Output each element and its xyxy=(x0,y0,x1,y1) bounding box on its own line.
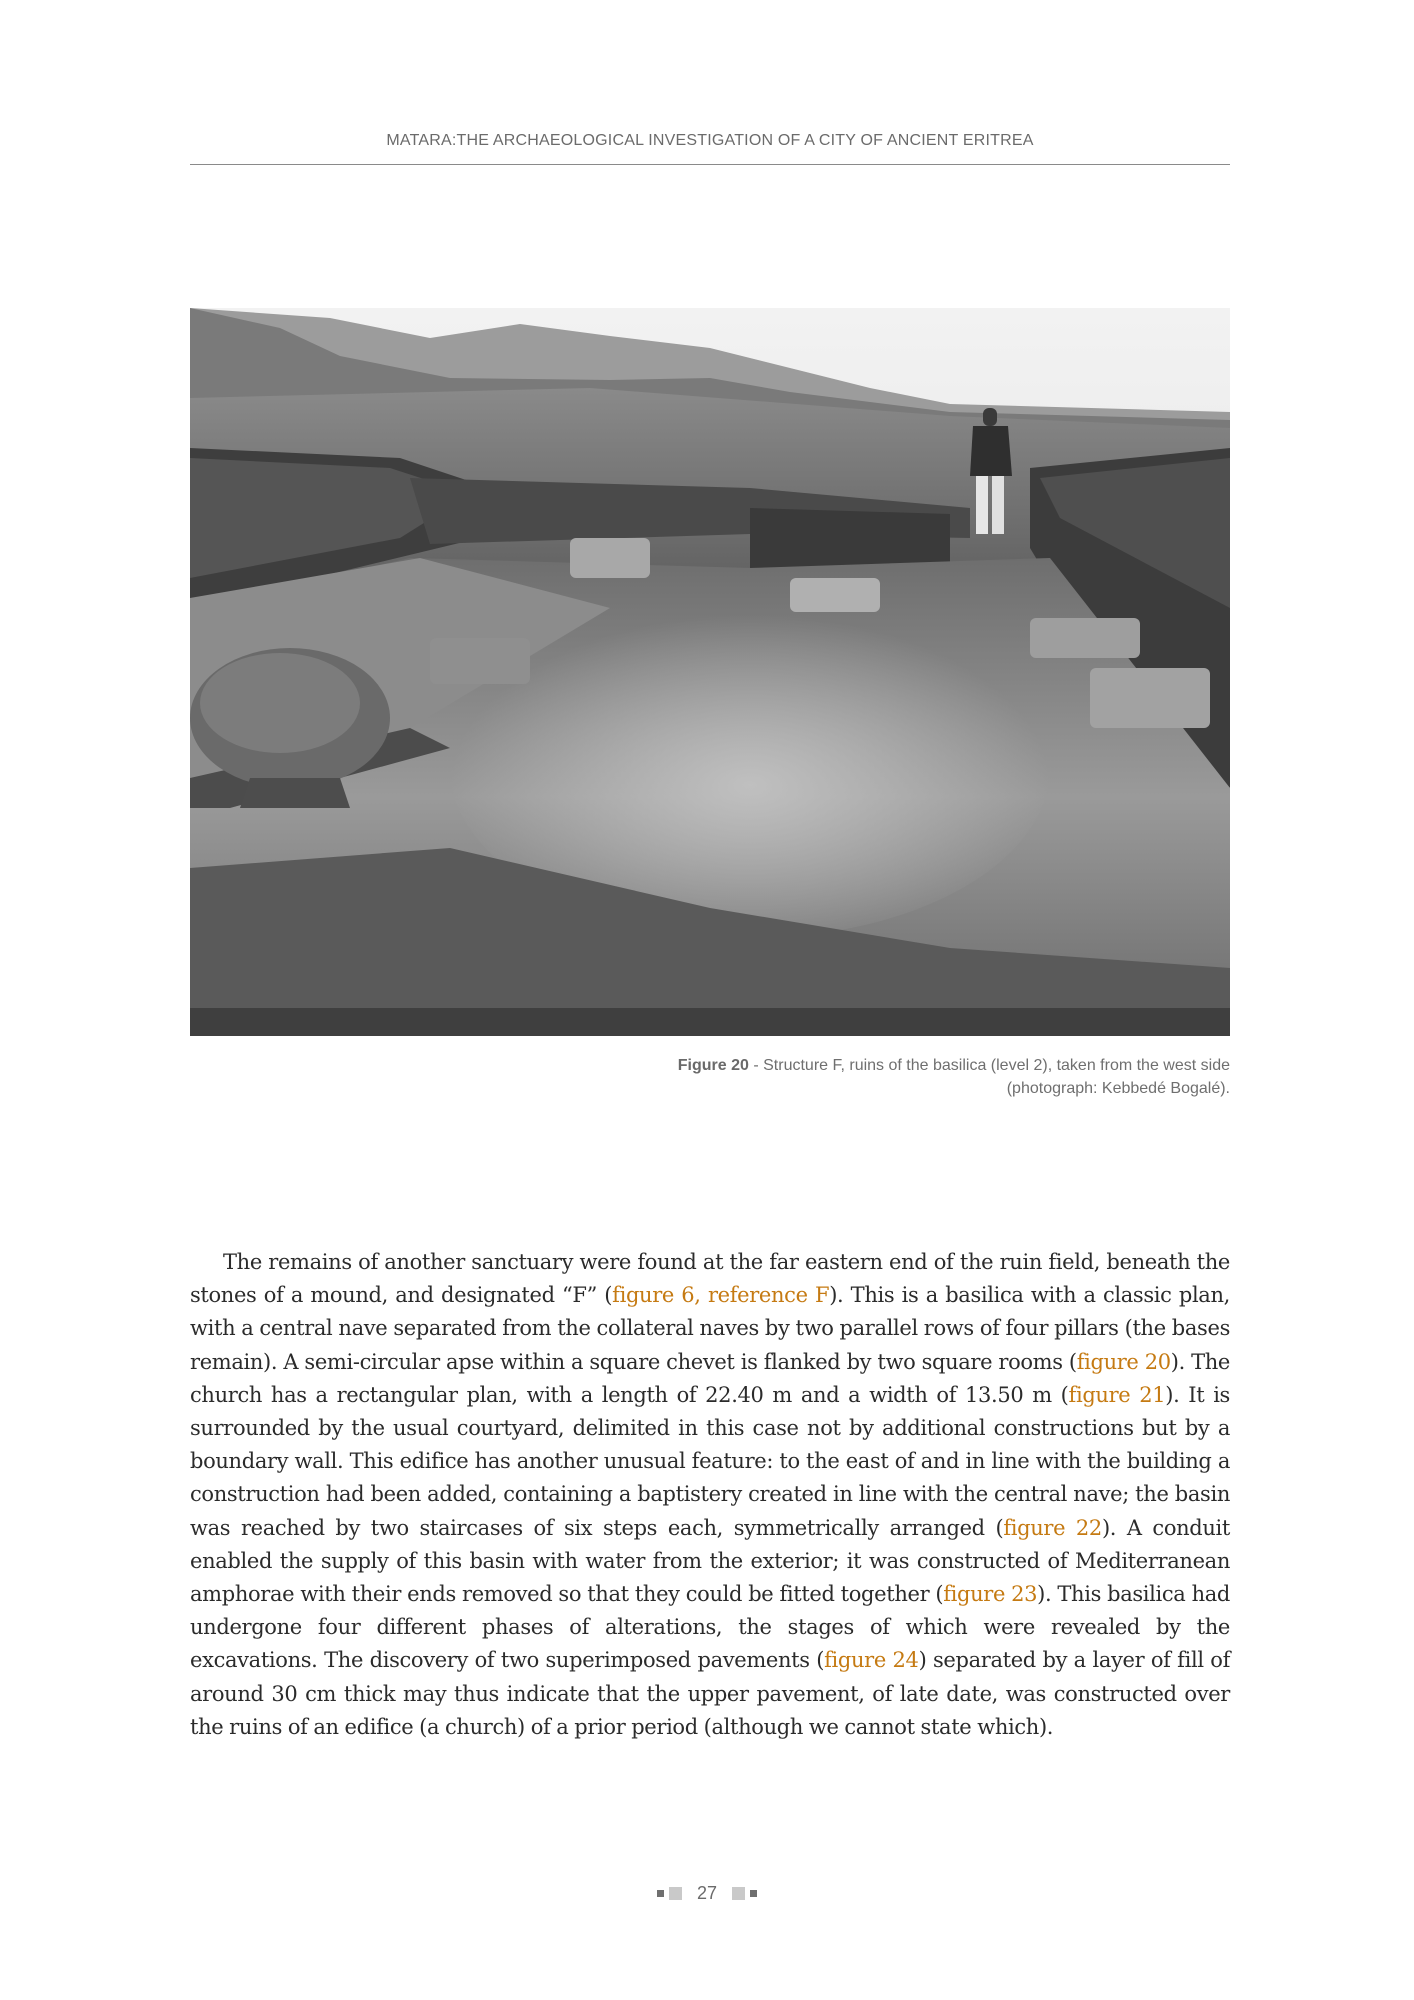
running-header: MATARA:THE ARCHAEOLOGICAL INVESTIGATION OF A CITY OF ANCIENT ERITREA xyxy=(386,132,1034,149)
basilica-photograph xyxy=(190,308,1230,1036)
page-number: 27 xyxy=(696,1882,718,1903)
text-span: ). A conduit enabled the supply of this basin with water from the exterior; it was constructed of Mediterranean amphorae with their ends removed so that they could be fitted together ( xyxy=(190,1515,1231,1607)
footer-square-icon xyxy=(657,1890,664,1897)
text-span: ). This basilica had undergone four different phases of alterations, the stages of which were revealed by the excavations. The discovery of two superimposed pavements ( xyxy=(190,1582,1231,1673)
figure-22-link[interactable]: figure 22 xyxy=(1003,1515,1102,1540)
figure-21-link[interactable]: figure 21 xyxy=(1068,1382,1166,1407)
footer-square-icon xyxy=(669,1887,682,1900)
text-span: The remains of another sanctuary were found at the far eastern end of the ruin field, beneath the stones of a mound, and designated “F” ( xyxy=(190,1250,1230,1308)
photo-credit: (photograph: Kebbedé Bogalé). xyxy=(1006,1080,1230,1097)
figure-label: Figure 20 xyxy=(677,1057,749,1074)
text-span: ). It is surrounded by the usual courtyard, delimited in this case not by additional constructions but by a boundary wall. This edifice has another unusual feature: to the east of and in line with the building a construction had been added, containing a baptistery created in line with the central nave; the basin was reached by two staircases of six steps each, symmetrically arranged ( xyxy=(190,1382,1230,1540)
text-span: ). This is a basilica with a classic plan, with a central nave separated from the collateral naves by two parallel rows of four pillars (the bases remain). A semi-circular apse within a square chevet is flanked by two square rooms ( xyxy=(190,1283,1230,1374)
figure-24-link[interactable]: figure 24 xyxy=(824,1648,919,1673)
page-footer xyxy=(0,1882,1414,1904)
header-rule xyxy=(190,164,1230,165)
footer-square-icon xyxy=(732,1887,745,1900)
text-span: ) separated by a layer of fill of around 30 cm thick may thus indicate that the upper pavement, of late date, was constructed over the ruins of an edifice (a church) of a prior period (although we cannot state which). xyxy=(190,1648,1231,1739)
footer-square-icon xyxy=(750,1890,757,1897)
figure-20-link[interactable]: figure 20 xyxy=(1076,1349,1171,1374)
body-paragraph xyxy=(190,1246,1230,1744)
text-span: ). The church has a rectangular plan, with a length of 22.40 m and a width of 13.50 m ( xyxy=(190,1349,1231,1407)
figure-6-reference-link[interactable]: figure 6, reference F xyxy=(612,1283,830,1308)
caption-text: - Structure F, ruins of the basilica (level 2), taken from the west side xyxy=(748,1057,1230,1074)
figure-23-link[interactable]: figure 23 xyxy=(943,1582,1038,1607)
figure-caption xyxy=(190,1054,1230,1100)
